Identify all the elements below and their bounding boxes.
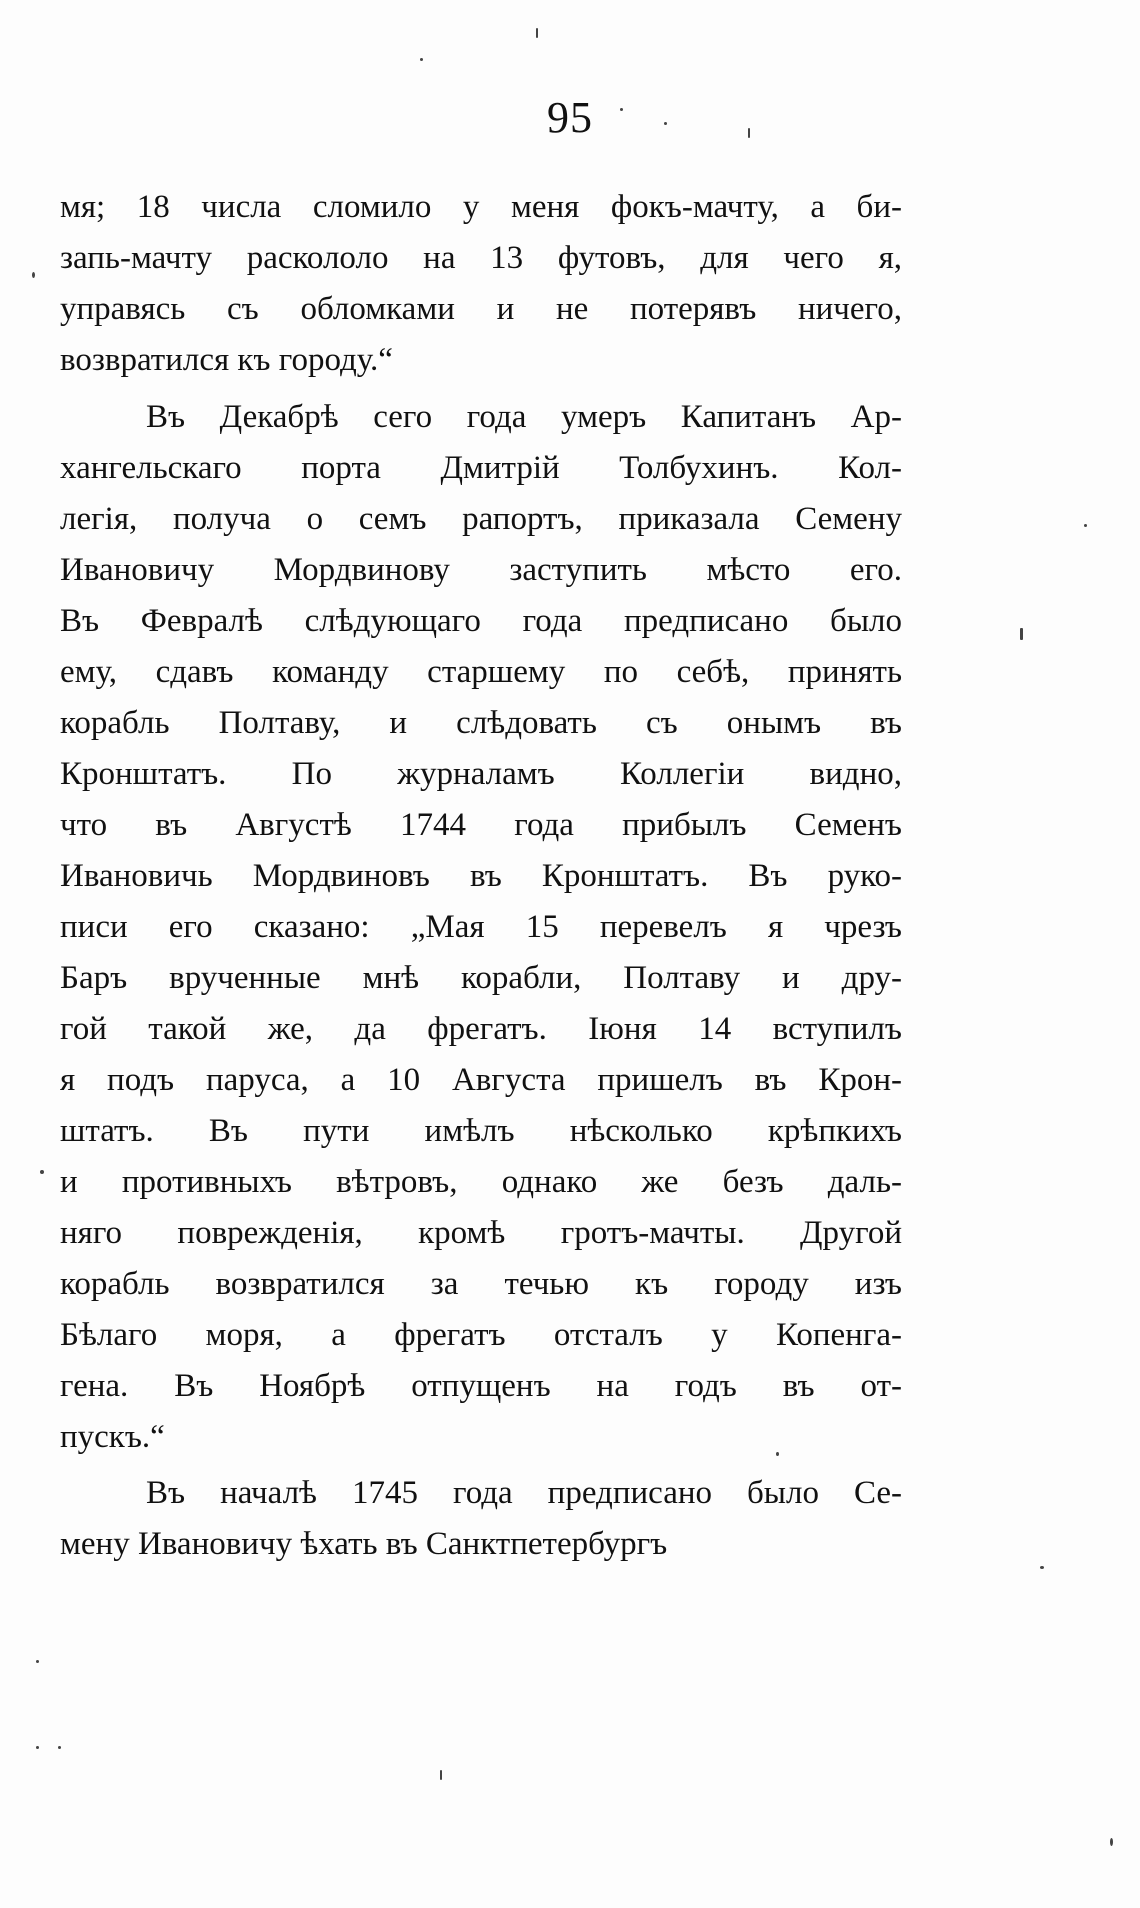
text-line: возвратился къ городу.“ [60, 342, 393, 378]
paragraph-1745 [60, 1468, 902, 1570]
text-line: легія, получа о семъ рапортъ, приказала Семену [60, 501, 902, 537]
text-line: Въ Февралѣ слѣдующаго года предписано было [60, 603, 902, 639]
text-line: Въ началѣ 1745 года предписано было Се- [146, 1475, 902, 1511]
scan-speck [748, 128, 750, 138]
text-line: гой такой же, да фрегатъ. Іюня 14 вступилъ [60, 1011, 902, 1047]
scan-speck [36, 1746, 39, 1749]
text-line: Ивановичь Мордвиновъ въ Кронштатъ. Въ руко- [60, 858, 902, 894]
text-line: ему, сдавъ команду старшему по себѣ, принять [60, 654, 902, 690]
text-line: управясь съ обломками и не потерявъ ничего, [60, 291, 902, 327]
text-line: штатъ. Въ пути имѣлъ нѣсколько крѣпкихъ [60, 1113, 902, 1149]
text-line: запь-мачту раскололо на 13 футовъ, для чего я, [60, 240, 902, 276]
text-line: я подъ паруса, а 10 Августа пришелъ въ Крон- [60, 1062, 902, 1098]
scan-speck [664, 122, 667, 125]
scan-speck [1040, 1566, 1044, 1569]
scan-speck [536, 28, 538, 38]
text-line: Бѣлаго моря, а фрегатъ отсталъ у Копенга- [60, 1317, 902, 1353]
scan-speck [36, 1660, 39, 1663]
scan-speck [776, 1452, 779, 1456]
text-line: Ивановичу Мордвинову заступить мѣсто его. [60, 552, 902, 588]
text-line: мену Ивановичу ѣхать въ Санктпетербургъ [60, 1526, 668, 1562]
text-line: что въ Августѣ 1744 года прибылъ Семенъ [60, 807, 902, 843]
text-line: Баръ врученные мнѣ корабли, Полтаву и дру- [60, 960, 902, 996]
text-line: пускъ.“ [60, 1419, 165, 1455]
text-line: корабль возвратился за течью къ городу изъ [60, 1266, 902, 1302]
text-line: гена. Въ Ноябрѣ отпущенъ на годъ въ от- [60, 1368, 902, 1404]
scan-speck [1084, 524, 1087, 527]
text-line: корабль Полтаву, и слѣдовать съ онымъ въ [60, 705, 902, 741]
scan-speck [440, 1770, 442, 1780]
text-line: писи его сказано: „Мая 15 перевелъ я чрезъ [60, 909, 902, 945]
scan-speck [620, 108, 623, 111]
text-line: Кронштатъ. По журналамъ Коллегіи видно, [60, 756, 902, 792]
text-line: няго поврежденія, кромѣ гротъ-мачты. Другой [60, 1215, 902, 1251]
page-number: 95 [547, 93, 593, 142]
text-line: Въ Декабрѣ сего года умеръ Капитанъ Ар- [146, 399, 902, 435]
text-line: и противныхъ вѣтровъ, однако же безъ даль- [60, 1164, 902, 1200]
text-line: мя; 18 числа сломило у меня фокъ-мачту, а би- [60, 189, 902, 225]
text-line: хангельскаго порта Дмитрій Толбухинъ. Кол- [60, 450, 902, 486]
scan-speck [32, 272, 35, 278]
scan-speck [58, 1746, 61, 1749]
paragraph-continuation [60, 182, 902, 386]
scan-speck [420, 58, 423, 61]
scan-speck [1020, 628, 1023, 640]
scan-speck [40, 1170, 44, 1174]
scan-speck [1110, 1838, 1113, 1846]
paragraph-december [60, 392, 902, 1463]
